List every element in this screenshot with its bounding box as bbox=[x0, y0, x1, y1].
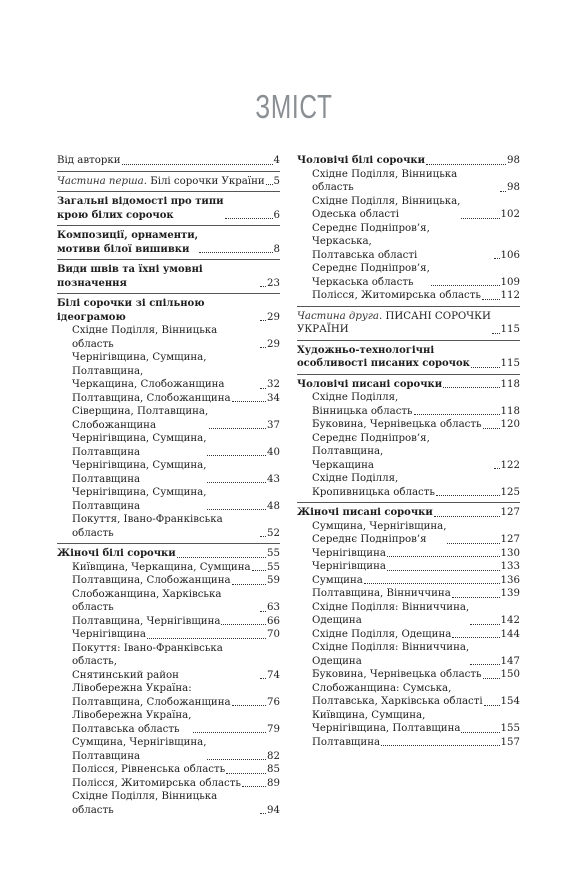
toc-entry-title: Полтавщина, Вінниччина bbox=[312, 588, 451, 599]
toc-entry[interactable] bbox=[297, 574, 520, 588]
toc-entry-title: Полтавщина, Слобожанщина bbox=[72, 575, 231, 586]
dot-leader bbox=[266, 184, 273, 185]
toc-entry[interactable] bbox=[57, 459, 280, 486]
toc-entry[interactable] bbox=[57, 297, 280, 324]
page-number: 66 bbox=[267, 615, 280, 627]
dot-leader bbox=[494, 468, 500, 469]
toc-entry[interactable] bbox=[57, 561, 280, 575]
page-number: 29 bbox=[267, 311, 280, 323]
toc-entry[interactable] bbox=[57, 588, 280, 615]
page-number: 130 bbox=[500, 547, 520, 559]
toc-entry-title: Східне Поділля: Вінниччина, Одещина bbox=[312, 642, 470, 667]
page-number: 157 bbox=[500, 736, 520, 748]
toc-entry[interactable] bbox=[57, 154, 280, 168]
page-number: 32 bbox=[267, 379, 280, 390]
page-number: 82 bbox=[267, 750, 280, 762]
page-number: 23 bbox=[267, 277, 280, 289]
dot-leader bbox=[461, 732, 499, 733]
dot-leader bbox=[483, 678, 500, 679]
page-number: 37 bbox=[267, 419, 280, 431]
toc-entry[interactable] bbox=[297, 587, 520, 601]
toc-entry-title: Сумщина, Чернігівщина, Полтавщина bbox=[72, 737, 207, 762]
toc-entry-title: Сумщина bbox=[312, 574, 363, 586]
toc-entry[interactable] bbox=[57, 777, 280, 791]
page-number: 34 bbox=[267, 392, 280, 404]
toc-entry[interactable] bbox=[57, 574, 280, 588]
dot-leader bbox=[452, 597, 500, 598]
dot-leader bbox=[461, 218, 499, 219]
toc-entry-title: Полтавщина, Слобожанщина bbox=[72, 392, 231, 404]
part-label: Частина друга bbox=[297, 310, 380, 322]
toc-entry[interactable] bbox=[57, 263, 280, 290]
dot-leader bbox=[207, 759, 266, 760]
dot-leader bbox=[470, 664, 499, 665]
toc-entry-title: Чернігівщина, Сумщина, Полтавщина bbox=[72, 433, 207, 458]
page-number: 115 bbox=[500, 358, 520, 369]
page-number: 102 bbox=[500, 209, 520, 220]
toc-entry-title: Від авторки bbox=[57, 155, 121, 166]
dot-leader bbox=[436, 495, 500, 496]
page-title: ЗМІСТ bbox=[255, 88, 333, 125]
page-number: 52 bbox=[267, 527, 280, 539]
toc-entry-title: Чернігівщина, Сумщина, Полтавщина, Черкащина, Слобожанщина bbox=[72, 352, 225, 390]
toc-entry[interactable] bbox=[297, 310, 520, 337]
toc-entry[interactable] bbox=[57, 195, 280, 222]
toc-entry[interactable] bbox=[57, 324, 280, 351]
toc-right-column bbox=[297, 154, 520, 749]
toc-entry-title: Середнє Подніпров’я, Черкаська, Полтавська області bbox=[312, 222, 430, 261]
section-divider bbox=[297, 374, 520, 375]
dot-leader bbox=[500, 191, 506, 192]
page-number: 76 bbox=[267, 696, 280, 708]
toc-entry-title bbox=[297, 310, 491, 337]
toc-entry-title: Київщина, Сумщина, Чернігівщина, Полтавщина bbox=[312, 709, 461, 734]
page-number: 40 bbox=[267, 446, 280, 458]
section-divider bbox=[297, 340, 520, 341]
page-number: 150 bbox=[500, 669, 520, 680]
page-number: 63 bbox=[267, 602, 280, 613]
page-number: 43 bbox=[267, 473, 280, 485]
toc-entry-title: Види швів та їхні умовні позначення bbox=[57, 264, 203, 289]
toc-entry[interactable] bbox=[297, 418, 520, 432]
toc-entry-title: Покуття: Івано-Франківська область, Снятинський район bbox=[72, 642, 223, 681]
toc-entry[interactable] bbox=[297, 289, 520, 303]
part-label: Частина перша bbox=[57, 175, 144, 187]
toc-entry-title: Східне Поділля, Кропивницька область bbox=[312, 473, 435, 498]
page-number: 89 bbox=[267, 777, 280, 789]
toc-entry[interactable] bbox=[297, 432, 520, 473]
toc-entry-title: Полтавщина bbox=[312, 736, 381, 748]
toc-entry[interactable] bbox=[297, 154, 520, 168]
toc-entry-title: Східне Поділля, Вінницька, Одеська області bbox=[312, 195, 461, 220]
toc-entry-title: Східне Поділля, Вінницька область bbox=[312, 168, 458, 193]
page-number: 74 bbox=[267, 669, 280, 681]
toc-entry[interactable] bbox=[57, 432, 280, 459]
toc-entry-title: Слобожанщина: Сумська, Полтавська, Харківська області bbox=[312, 682, 483, 707]
dot-leader bbox=[260, 536, 266, 537]
toc-entry-title: Слобожанщина, Харківська область bbox=[72, 588, 222, 613]
toc-entry-title: Київщина, Черкащина, Сумщина bbox=[72, 561, 251, 573]
toc-entry[interactable] bbox=[297, 628, 520, 642]
toc-left-column bbox=[57, 154, 280, 817]
dot-leader bbox=[226, 773, 266, 774]
section-divider bbox=[297, 502, 520, 503]
toc-entry-title bbox=[57, 175, 265, 189]
dot-leader bbox=[260, 388, 266, 389]
toc-entry[interactable] bbox=[57, 736, 280, 763]
section-divider bbox=[57, 293, 280, 294]
page-number: 115 bbox=[500, 324, 520, 335]
page-number: 133 bbox=[500, 561, 520, 572]
page-number: 94 bbox=[267, 804, 280, 816]
toc-entry-title: Східне Поділля: Вінниччина, Одещина bbox=[312, 601, 470, 626]
toc-entry-title: Чернігівщина bbox=[312, 547, 386, 559]
dot-leader bbox=[260, 678, 266, 679]
toc-entry[interactable] bbox=[297, 736, 520, 750]
dot-leader bbox=[387, 556, 500, 557]
toc-entry[interactable] bbox=[57, 628, 280, 642]
dot-leader bbox=[482, 299, 500, 300]
toc-entry-title: Жіночі писані сорочки bbox=[297, 507, 433, 518]
toc-entry[interactable] bbox=[57, 392, 280, 406]
dot-leader bbox=[252, 570, 266, 571]
page-number: 29 bbox=[267, 338, 280, 350]
page-number: 144 bbox=[500, 628, 520, 640]
toc-entry[interactable] bbox=[57, 229, 280, 256]
toc-entry-title: Лівобережна Україна: Полтавщина, Слобожанщина bbox=[72, 683, 231, 708]
toc-entry[interactable] bbox=[57, 763, 280, 777]
toc-entry[interactable] bbox=[57, 513, 280, 540]
page-number: 70 bbox=[267, 629, 280, 640]
toc-entry-title: Східне Поділля, Вінницька область bbox=[72, 325, 218, 350]
toc-entry-title: Буковина, Чернівецька область bbox=[312, 669, 482, 680]
page-number: 4 bbox=[273, 155, 280, 166]
page-number: 136 bbox=[500, 574, 520, 586]
toc-entry-title: Чернігівщина, Сумщина, Полтавщина bbox=[72, 487, 207, 512]
dot-leader bbox=[260, 813, 266, 814]
page-number: 155 bbox=[500, 723, 520, 734]
dot-leader bbox=[232, 584, 266, 585]
dot-leader bbox=[242, 786, 266, 787]
toc-entry[interactable] bbox=[57, 547, 280, 561]
dot-leader bbox=[431, 285, 500, 286]
dot-leader bbox=[414, 414, 500, 415]
page-number: 5 bbox=[273, 175, 280, 187]
toc-entry[interactable] bbox=[297, 222, 520, 263]
section-divider bbox=[57, 225, 280, 226]
toc-entry-title: Буковина, Чернівецька область bbox=[312, 419, 482, 430]
dot-leader bbox=[260, 347, 266, 348]
toc-entry[interactable] bbox=[297, 709, 520, 736]
section-divider bbox=[57, 259, 280, 260]
page-number: 112 bbox=[500, 290, 520, 301]
page-number: 109 bbox=[500, 276, 520, 288]
section-divider bbox=[57, 171, 280, 172]
toc-entry[interactable] bbox=[57, 642, 280, 683]
toc-entry[interactable] bbox=[297, 547, 520, 561]
dot-leader bbox=[387, 570, 500, 571]
dot-leader bbox=[221, 624, 266, 625]
dot-leader bbox=[207, 509, 266, 510]
page-number: 127 bbox=[500, 534, 520, 545]
dot-leader bbox=[443, 387, 499, 388]
toc-entry[interactable] bbox=[57, 405, 280, 432]
toc-entry-title: Білі сорочки зі спільною ідеограмою bbox=[57, 298, 205, 323]
toc-entry[interactable] bbox=[57, 486, 280, 513]
dot-leader bbox=[232, 401, 266, 402]
toc-entry-title: Чернігівщина bbox=[72, 629, 146, 640]
page-number: 59 bbox=[267, 575, 280, 586]
toc-entry[interactable] bbox=[297, 472, 520, 499]
dot-leader bbox=[484, 705, 500, 706]
dot-leader bbox=[225, 218, 273, 219]
toc-entry[interactable] bbox=[297, 262, 520, 289]
toc-entry-title: Жіночі білі сорочки bbox=[57, 548, 176, 559]
section-divider bbox=[297, 306, 520, 307]
dot-leader bbox=[492, 333, 500, 334]
page-number: 55 bbox=[267, 561, 280, 573]
dot-leader bbox=[232, 705, 266, 706]
dot-leader bbox=[209, 428, 266, 429]
toc-entry[interactable] bbox=[297, 391, 520, 418]
toc-entry[interactable] bbox=[297, 641, 520, 668]
dot-leader bbox=[381, 745, 499, 746]
toc-entry-title: Полісся, Житомирська область bbox=[312, 290, 481, 301]
toc-entry[interactable] bbox=[297, 378, 520, 392]
toc-entry-title: Східне Поділля, Вінницька область bbox=[312, 392, 413, 417]
page-number: 139 bbox=[500, 588, 520, 599]
toc-entry[interactable] bbox=[57, 351, 280, 392]
dot-leader bbox=[260, 286, 266, 287]
dot-leader bbox=[199, 252, 272, 253]
dot-leader bbox=[193, 732, 267, 733]
page-number: 8 bbox=[273, 243, 280, 255]
toc-entry[interactable] bbox=[297, 668, 520, 682]
dot-leader bbox=[147, 638, 266, 639]
toc-entry-title: Сіверщина, Полтавщина, Слобожанщина bbox=[72, 406, 209, 431]
toc-entry[interactable] bbox=[297, 195, 520, 222]
dot-leader bbox=[207, 455, 266, 456]
dot-leader bbox=[260, 320, 266, 321]
section-divider bbox=[57, 543, 280, 544]
toc-entry-title: Сумщина, Чернігівщина, Середнє Подніпров’я bbox=[312, 520, 447, 545]
page-number: 79 bbox=[267, 723, 280, 735]
page-number: 125 bbox=[500, 486, 520, 498]
page-number: 122 bbox=[500, 459, 520, 471]
toc-entry[interactable] bbox=[57, 790, 280, 817]
toc-entry[interactable] bbox=[297, 601, 520, 628]
toc-entry[interactable] bbox=[297, 682, 520, 709]
toc-entry-title: Полтавщина, Чернігівщина bbox=[72, 615, 221, 627]
dot-leader bbox=[207, 482, 266, 483]
page-number: 98 bbox=[507, 182, 520, 193]
page-number: 48 bbox=[267, 500, 280, 512]
toc-entry[interactable] bbox=[57, 682, 280, 709]
page-number: 85 bbox=[267, 764, 280, 775]
page-number: 142 bbox=[500, 615, 520, 626]
dot-leader bbox=[364, 583, 500, 584]
toc-entry[interactable] bbox=[57, 709, 280, 736]
toc-entry-title: Лівобережна Україна, Полтавська область bbox=[72, 710, 192, 735]
section-divider bbox=[57, 191, 280, 192]
dot-leader bbox=[494, 258, 500, 259]
toc-entry-title: Загальні відомості про типи крою білих сорочок bbox=[57, 196, 224, 221]
toc-entry-title: Полісся, Житомирська область bbox=[72, 777, 241, 789]
page-number: 106 bbox=[500, 249, 520, 261]
part-title: . ПИСАНІ СОРОЧКИ УКРАЇНИ bbox=[297, 310, 491, 335]
dot-leader bbox=[260, 611, 266, 612]
toc-entry-title: Середнє Подніпров’я, Черкаська область bbox=[312, 263, 430, 288]
toc-entry[interactable] bbox=[57, 615, 280, 629]
toc-entry[interactable] bbox=[297, 520, 520, 547]
dot-leader bbox=[471, 367, 500, 368]
page-number: 118 bbox=[500, 405, 520, 417]
dot-leader bbox=[426, 164, 506, 165]
toc-entry[interactable] bbox=[297, 506, 520, 520]
toc-entry[interactable] bbox=[297, 560, 520, 574]
toc-entry[interactable] bbox=[57, 175, 280, 189]
toc-entry-title: Середнє Подніпров’я, Полтавщина, Черкащина bbox=[312, 432, 430, 471]
toc-entry-title: Чоловічі писані сорочки bbox=[297, 378, 443, 390]
dot-leader bbox=[470, 624, 499, 625]
toc-entry-title: Покуття, Івано-Франківська область bbox=[72, 514, 223, 539]
toc-entry-title: Полісся, Рівненська область bbox=[72, 764, 226, 775]
dot-leader bbox=[177, 557, 266, 558]
toc-entry[interactable] bbox=[297, 344, 520, 371]
page-number: 120 bbox=[500, 419, 520, 430]
toc-entry-title: Чернігівщина, Сумщина, Полтавщина bbox=[72, 460, 207, 485]
dot-leader bbox=[434, 516, 500, 517]
toc-entry-title: Східне Поділля, Вінницька область bbox=[72, 791, 218, 816]
toc-entry-title: Художньо-технологічні особливості писаних сорочок bbox=[297, 344, 470, 369]
page-number: 147 bbox=[500, 655, 520, 667]
page-number: 98 bbox=[507, 155, 520, 166]
dot-leader bbox=[452, 637, 499, 638]
page-number: 118 bbox=[500, 378, 520, 390]
part-title: . Білі сорочки України bbox=[143, 175, 265, 187]
dot-leader bbox=[122, 164, 273, 165]
toc-entry-title: Східне Поділля, Одещина bbox=[312, 628, 452, 640]
page-number: 127 bbox=[500, 507, 520, 518]
page-number: 154 bbox=[500, 696, 520, 707]
dot-leader bbox=[447, 543, 499, 544]
toc-entry-title: Чоловічі білі сорочки bbox=[297, 155, 426, 166]
toc-entry-title: Композиції, орнаменти, мотиви білої вишивки bbox=[57, 230, 199, 255]
page-number: 55 bbox=[267, 548, 280, 559]
page-number: 6 bbox=[273, 209, 280, 221]
dot-leader bbox=[483, 428, 500, 429]
toc-entry[interactable] bbox=[297, 168, 520, 195]
toc-entry-title: Чернігівщина bbox=[312, 561, 386, 572]
